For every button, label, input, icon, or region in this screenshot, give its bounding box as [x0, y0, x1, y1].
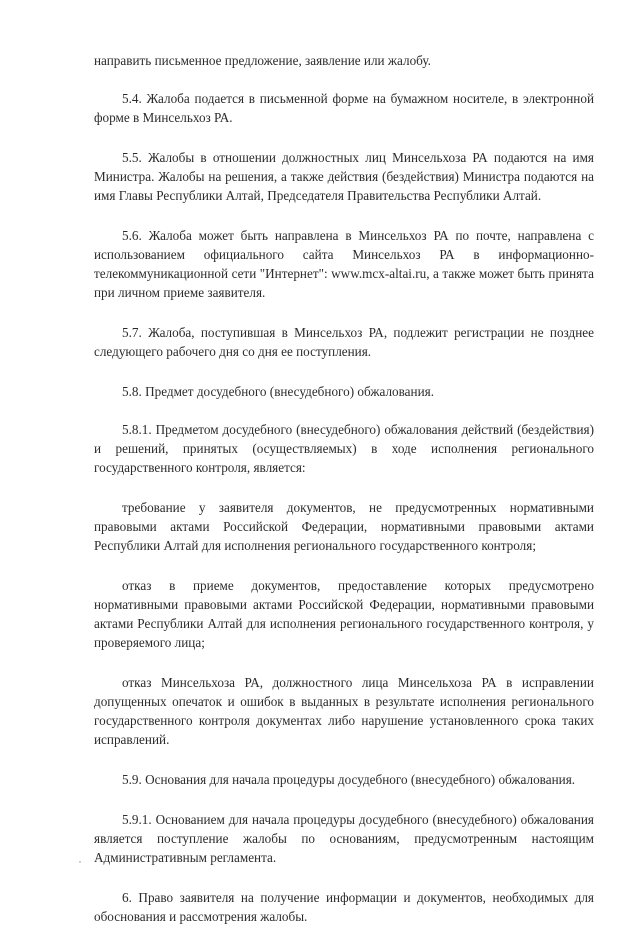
paragraph-5-9-1: 5.9.1. Основанием для начала процедуры досудебного (внесудебного) обжалования является поступление жалобы по основаниям, предусмотренным настоящим Административным регламента.: [94, 812, 594, 865]
scan-mark: [79, 861, 81, 863]
paragraph-5-9: 5.9. Основания для начала процедуры досудебного (внесудебного) обжалования.: [122, 772, 576, 787]
document-body: [94, 51, 594, 947]
paragraph-5-8: 5.8. Предмет досудебного (внесудебного) обжалования.: [122, 384, 435, 399]
list-item-documents-requirement: требование у заявителя документов, не предусмотренных нормативными правовыми актами Российской Федерации, нормативными правовыми актами Республики Алтай для исполнения регионального государственного контроля;: [94, 500, 594, 553]
section-6-heading: 6. Право заявителя на получение информации и документов, необходимых для обоснования и рассмотрения жалобы.: [94, 890, 594, 924]
paragraph-5-7: 5.7. Жалоба, поступившая в Минсельхоз РА, подлежит регистрации не позднее следующего рабочего дня со дня ее поступления.: [94, 325, 594, 359]
paragraph-5-6: 5.6. Жалоба может быть направлена в Минсельхоз РА по почте, направлена с использованием официального сайта Минсельхоз РА в информационно-телекоммуникационной сети "Интернет": www.mcx-altai.ru, а также может быть принята при личном приеме заявителя.: [94, 228, 594, 300]
paragraph-continuation: направить письменное предложение, заявление или жалобу.: [94, 53, 431, 68]
list-item-refusal-corrections: отказ Минсельхоза РА, должностного лица Минсельхоза РА в исправлении допущенных опечаток и ошибок в выданных в результате исполнения регионального государственного контроля документах либо нарушение установленного срока таких исправлений.: [94, 675, 594, 747]
list-item-refusal-documents: отказ в приеме документов, предоставление которых предусмотрено нормативными правовыми актами Российской Федерации, нормативными правовыми актами Республики Алтай для исполнения регионального государственного контроля, у проверяемого лица;: [94, 578, 594, 650]
paragraph-5-5: 5.5. Жалобы в отношении должностных лиц Минсельхоза РА подаются на имя Министра. Жалобы на решения, а также действия (бездействия) Министра подаются на имя Главы Республики Алтай, Председателя Правительства Республики Алтай.: [94, 150, 594, 203]
paragraph-5-4: 5.4. Жалоба подается в письменной форме на бумажном носителе, в электронной форме в Минсельхоз РА.: [94, 91, 594, 125]
paragraph-5-8-1: 5.8.1. Предметом досудебного (внесудебного) обжалования действий (бездействия) и решений, принятых (осуществляемых) в ходе исполнения регионального государственного контроля, является:: [94, 422, 594, 475]
